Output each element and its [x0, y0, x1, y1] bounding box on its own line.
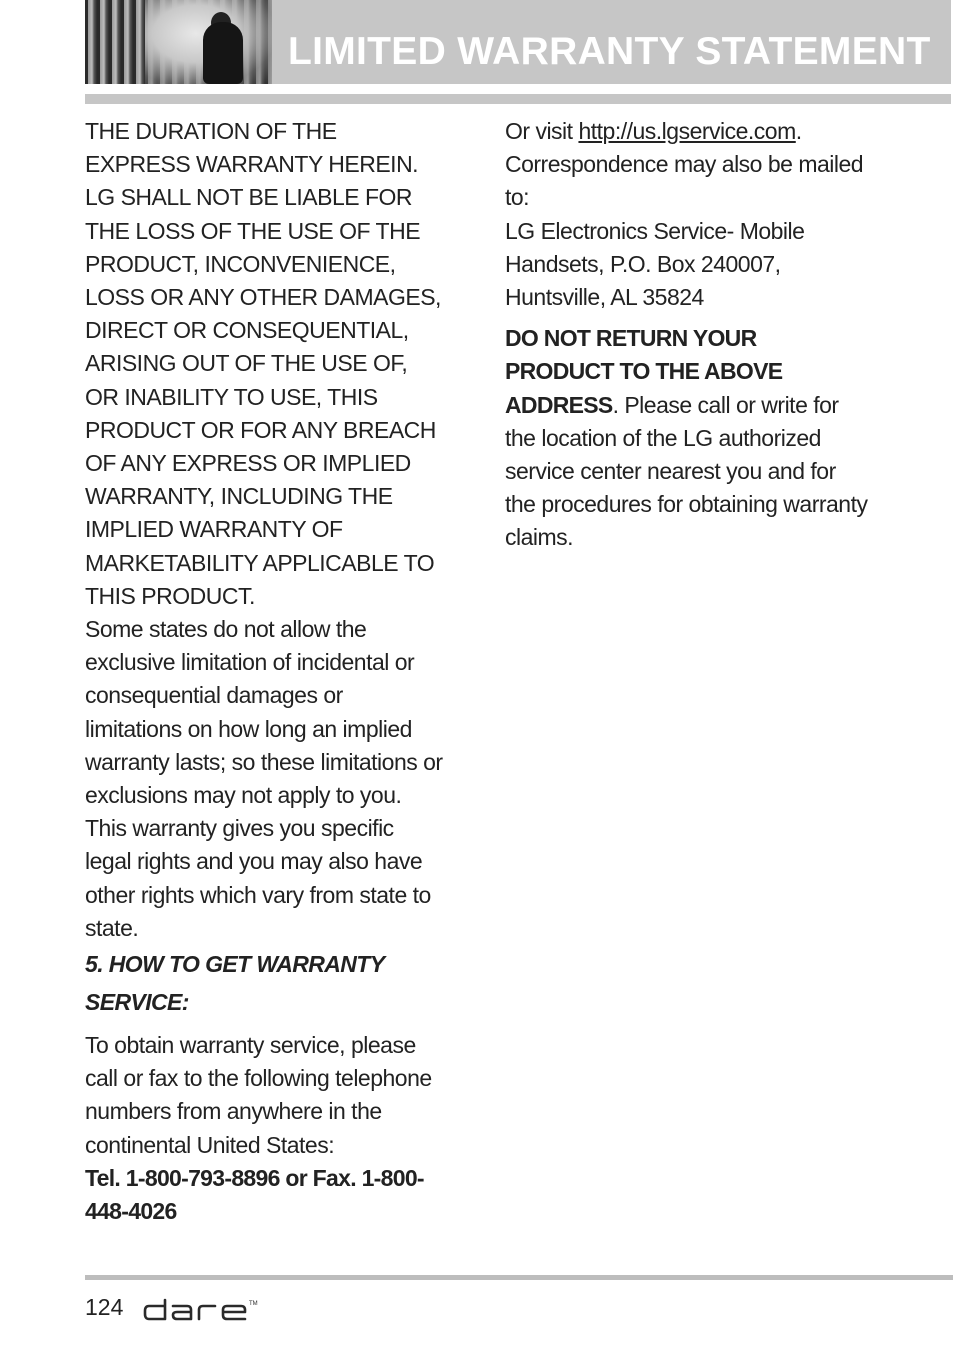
footer-divider [85, 1275, 953, 1280]
warning-paragraph [505, 322, 870, 554]
header-bar [272, 0, 951, 84]
warning-rest-text: . Please call or write for the location of the LG authorized service center nearest you and for the procedures for obtaining warranty claims. [505, 391, 868, 551]
warning-bold-text: DO NOT RETURN YOUR PRODUCT TO THE ABOVE ADDRESS [505, 325, 783, 418]
header-photo [85, 0, 272, 84]
left-column [85, 115, 445, 1228]
disclaimer-paragraph: THE DURATION OF THE EXPRESS WARRANTY HEREIN. LG SHALL NOT BE LIABLE FOR THE LOSS OF THE USE OF THE PRODUCT, INCONVENIENCE, LOSS OR ANY OTHER DAMAGES, DIRECT OR CONSEQUENTIAL, ARISING OUT OF THE USE OF, OR INABILITY TO USE, THIS PRODUCT OR FOR ANY BREACH OF ANY EXPRESS OR IMPLIED WARRANTY, INCLUDING THE IMPLIED WARRANTY OF MARKETABILITY APPLICABLE TO THIS PRODUCT. [85, 118, 441, 609]
service-url-link[interactable]: http://us.lgservice.com [578, 118, 796, 144]
visit-paragraph [505, 115, 870, 148]
right-column [505, 115, 870, 555]
svg-text:TM: TM [249, 1301, 258, 1307]
contact-numbers: Tel. 1-800-793-8896 or Fax. 1-800-448-4026 [85, 1164, 424, 1225]
service-intro-paragraph: To obtain warranty service, please call or fax to the following telephone numbers from anywhere in the continental United States: [85, 1032, 432, 1158]
page-title: LIMITED WARRANTY STATEMENT [288, 30, 931, 73]
states-note-paragraph: Some states do not allow the exclusive limitation of incidental or consequential damages or limitations on how long an implied warranty lasts; so these limitations or exclusions may not apply to you. This warranty gives you specific legal rights and you may also have other rights which vary from state to state. [85, 616, 443, 941]
correspondence-text: Correspondence may also be mailed to: [505, 151, 864, 211]
header-divider [85, 94, 951, 104]
mailing-address: LG Electronics Service- Mobile Handsets, P.O. Box 240007, Huntsville, AL 35824 [505, 217, 805, 311]
header-photo-figure [203, 22, 243, 84]
section-heading: 5. HOW TO GET WARRANTY SERVICE: [85, 951, 385, 1016]
visit-suffix: . [795, 118, 802, 144]
brand-logo [143, 1297, 261, 1323]
page-number: 124 [85, 1294, 124, 1320]
visit-prefix: Or visit [505, 118, 579, 144]
